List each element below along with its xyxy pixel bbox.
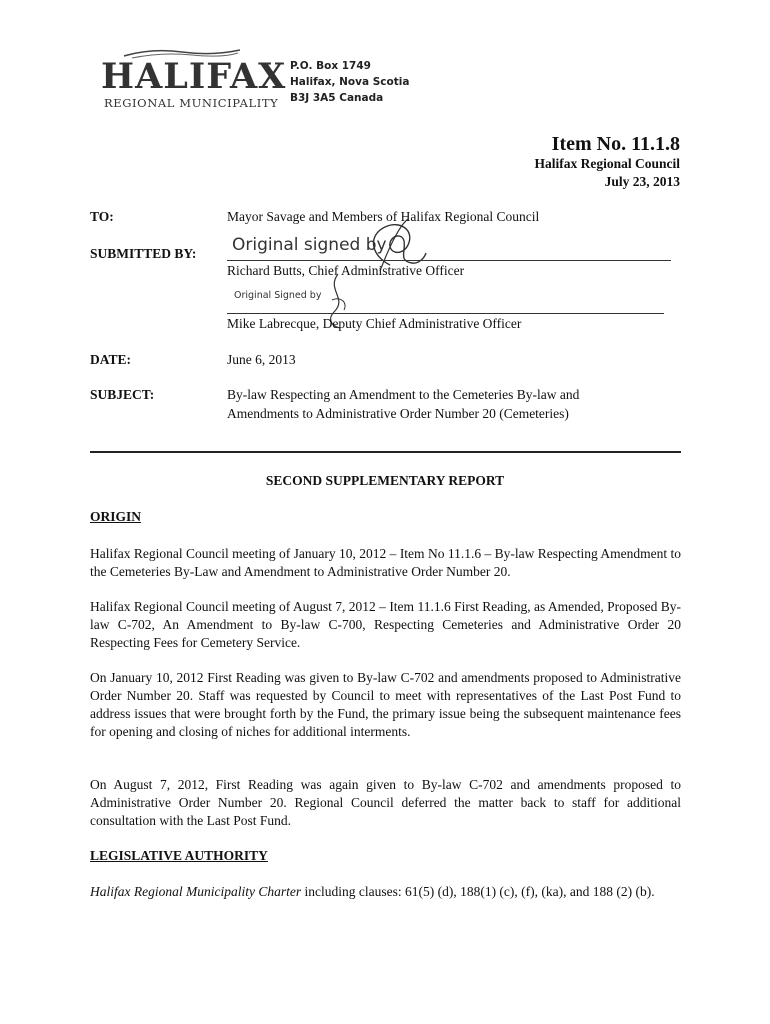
signatory-2-name: Mike Labrecque, Deputy Chief Administrative Officer bbox=[227, 316, 522, 331]
subject-line-2: Amendments to Administrative Order Number 20 (Cemeteries) bbox=[227, 406, 569, 421]
signature-note-2: Original Signed by bbox=[234, 290, 322, 301]
address-line: P.O. Box 1749 bbox=[290, 60, 371, 72]
paragraph-text: On January 10, 2012 First Reading was given to By-law C-702 and amendments proposed to Administrative Order Number 20. Staff was requested by Council to meet with representatives of the Last Post Fund to address issues that were brought forth by the Fund, the primary issue being the subsequent maintenance fees for opening and closing of niches for additional interments. bbox=[90, 670, 681, 739]
signature-note-1: Original signed by bbox=[232, 235, 387, 255]
section-divider bbox=[90, 451, 681, 453]
origin-paragraph-4 bbox=[90, 776, 681, 830]
to-value: Mayor Savage and Members of Halifax Regional Council bbox=[227, 209, 540, 224]
paragraph-text: Halifax Regional Council meeting of August 7, 2012 – Item 11.1.6 First Reading, as Amended, Proposed By-law C-702, An Amendment to By-law C-700, Respecting Cemeteries and Administrative Order 20 Respecting Fees for Cemetery Service. bbox=[90, 599, 681, 650]
origin-paragraph-1 bbox=[90, 545, 681, 581]
subject-label: SUBJECT: bbox=[90, 387, 155, 402]
paragraph-text: On August 7, 2012, First Reading was again given to By-law C-702 and amendments proposed to Administrative Order Number 20. Regional Council deferred the matter back to staff for additional consultation with the Last Post Fund. bbox=[90, 777, 681, 828]
origin-paragraph-2 bbox=[90, 598, 681, 652]
legislative-paragraph bbox=[90, 883, 681, 901]
date-label: DATE: bbox=[90, 352, 132, 367]
submitted-by-label: SUBMITTED BY: bbox=[90, 246, 197, 261]
origin-paragraph-3 bbox=[90, 669, 681, 741]
to-label: TO: bbox=[90, 209, 114, 224]
address-line: Halifax, Nova Scotia bbox=[290, 76, 410, 88]
subject-line-1: By-law Respecting an Amendment to the Cemeteries By-law and bbox=[227, 387, 580, 402]
signatory-1-name: Richard Butts, Chief Administrative Officer bbox=[227, 263, 465, 278]
report-title: SECOND SUPPLEMENTARY REPORT bbox=[265, 473, 505, 488]
signature-line-1 bbox=[227, 260, 671, 261]
logo-subtitle: REGIONAL MUNICIPALITY bbox=[104, 96, 279, 110]
address-line: B3J 3A5 Canada bbox=[290, 92, 384, 104]
legislative-heading: LEGISLATIVE AUTHORITY bbox=[90, 848, 268, 863]
charter-title: Halifax Regional Municipality Charter bbox=[90, 884, 302, 899]
origin-heading: ORIGIN bbox=[90, 509, 142, 524]
logo-wordmark: HALIFAX bbox=[101, 56, 287, 97]
council-name: Halifax Regional Council bbox=[534, 156, 680, 171]
signature-line-2 bbox=[227, 313, 664, 314]
charter-clauses: including clauses: 61(5) (d), 188(1) (c), (f), (ka), and 188 (2) (b). bbox=[301, 884, 655, 899]
council-date: July 23, 2013 bbox=[604, 174, 680, 189]
item-number: Item No. 11.1.8 bbox=[551, 133, 680, 155]
letterhead-address bbox=[290, 58, 409, 106]
date-value: June 6, 2013 bbox=[227, 352, 296, 367]
paragraph-text: Halifax Regional Council meeting of January 10, 2012 – Item No 11.1.6 – By-law Respecting Amendment to the Cemeteries By-Law and Amendment to Administrative Order Number 20. bbox=[90, 546, 681, 579]
